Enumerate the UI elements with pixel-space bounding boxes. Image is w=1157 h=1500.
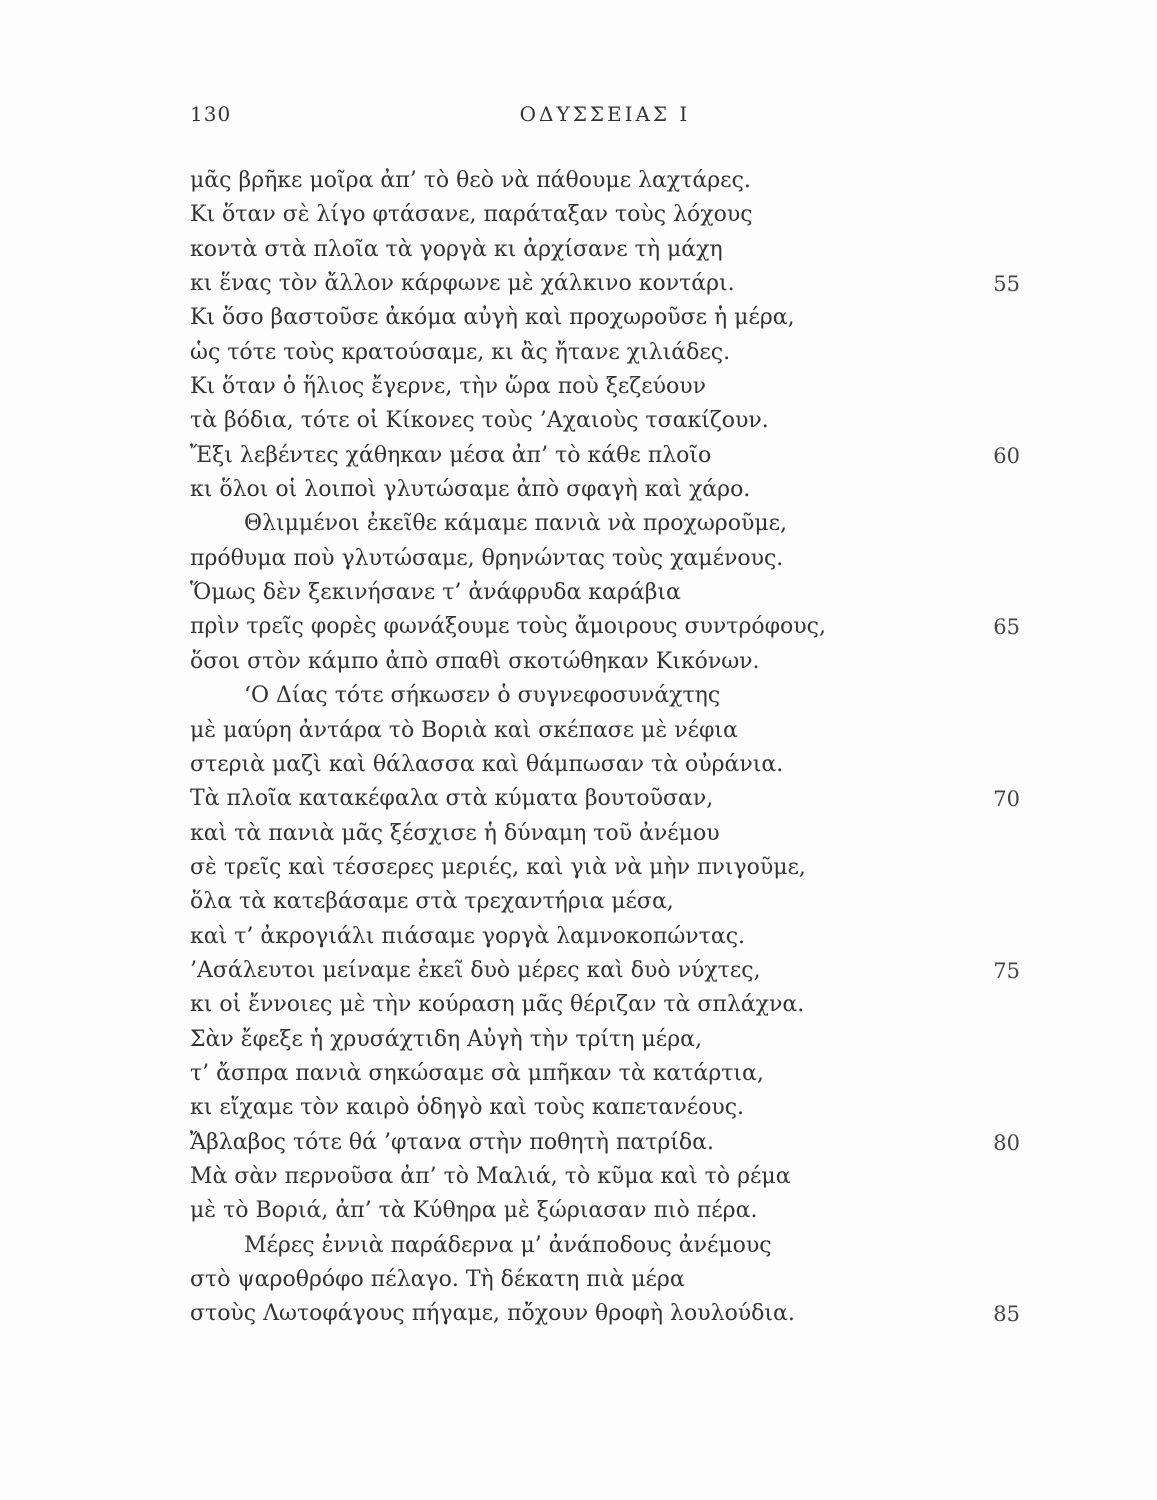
verse-text: ὅλα τὰ κατεβάσαμε στὰ τρεχαντήρια μέσα, xyxy=(190,889,674,915)
verse-line xyxy=(190,1297,1020,1331)
line-number: 60 xyxy=(993,443,1020,468)
verse-line xyxy=(190,988,1020,1022)
verse-text: μᾶς βρῆκε μοῖρα ἀπ’ τὸ θεὸ νὰ πάθουμε λαχτάρες. xyxy=(190,168,751,193)
verse-text: τὰ βόδια, τότε οἱ Κίκονες τοὺς ’Αχαιοὺς τσακίζουν. xyxy=(190,408,769,434)
verse-line xyxy=(190,679,1020,713)
verse-text: τ’ ἄσπρα πανιὰ σηκώσαμε σὰ μπῆκαν τὰ κατάρτια, xyxy=(190,1060,764,1086)
verse-line xyxy=(190,267,1020,301)
verse-line xyxy=(190,851,1020,885)
verse-text: στεριὰ μαζὶ καὶ θάλασσα καὶ θάμπωσαν τὰ οὐράνια. xyxy=(190,751,784,777)
line-number: 70 xyxy=(993,787,1020,812)
verse-line xyxy=(190,1194,1020,1228)
verse-line xyxy=(190,473,1020,507)
line-number: 65 xyxy=(993,615,1020,640)
running-title: ΟΔΥΣΣΕΙΑΣ Ι xyxy=(519,102,691,126)
verse-line xyxy=(190,336,1020,370)
verse-text: κι οἱ ἔννοιες μὲ τὴν κούραση μᾶς θέριζαν τὰ σπλάχνα. xyxy=(190,992,805,1018)
verse-text: Μὰ σὰν περνοῦσα ἀπ’ τὸ Μαλιά, τὸ κῦμα καὶ τὸ ρέμα xyxy=(190,1163,791,1189)
verse-line xyxy=(190,1126,1020,1160)
verse-line xyxy=(190,1160,1020,1194)
verse-line xyxy=(190,1263,1020,1297)
verse-text: Ὅμως δὲν ξεκινήσανε τ’ ἀνάφρυδα καράβια xyxy=(190,580,681,606)
verse-text: στοὺς Λωτοφάγους πήγαμε, πὄχουν θροφὴ λουλούδια. xyxy=(190,1301,795,1327)
verse-line xyxy=(190,1057,1020,1091)
verse-line xyxy=(190,954,1020,988)
verse-line xyxy=(190,576,1020,610)
verse-line xyxy=(190,301,1020,335)
verse-text: καὶ τ’ ἀκρογιάλι πιάσαμε γοργὰ λαμνοκοπώντας. xyxy=(190,923,746,949)
verse-text: Κι ὅταν ὁ ἥλιος ἔγερνε, τὴν ὥρα ποὺ ξεζεύουν xyxy=(190,374,707,400)
verse-text: πρὶν τρεῖς φορὲς φωνάξουμε τοὺς ἄμοιρους συντρόφους, xyxy=(190,614,826,640)
poem-text xyxy=(190,164,1020,1332)
verse-line xyxy=(190,1023,1020,1057)
verse-text: στὸ ψαροθρόφο πέλαγο. Τὴ δέκατη πιὰ μέρα xyxy=(190,1267,685,1292)
verse-text: ’Ασάλευτοι μείναμε ἐκεῖ δυὸ μέρες καὶ δυὸ νύχτες, xyxy=(190,957,761,983)
verse-text: μὲ μαύρη ἀντάρα τὸ Βοριὰ καὶ σκέπασε μὲ νέφια xyxy=(190,717,738,743)
line-number: 85 xyxy=(993,1302,1020,1327)
verse-line xyxy=(190,748,1020,782)
verse-line xyxy=(190,370,1020,404)
line-number: 55 xyxy=(993,272,1020,297)
verse-text: ὡς τότε τοὺς κρατούσαμε, κι ἂς ἤτανε χιλιάδες. xyxy=(190,339,731,365)
verse-text: σὲ τρεῖς καὶ τέσσερες μεριές, καὶ γιὰ νὰ μὴν πνιγοῦμε, xyxy=(190,854,806,880)
verse-text: κι ὅλοι οἱ λοιποὶ γλυτώσαμε ἀπὸ σφαγὴ καὶ χάρο. xyxy=(190,477,751,503)
verse-line xyxy=(190,645,1020,679)
verse-line xyxy=(190,164,1020,198)
verse-text: ‘Ο Δίας τότε σήκωσεν ὁ συγνεφοσυνάχτης xyxy=(244,683,721,709)
line-number: 75 xyxy=(993,958,1020,983)
verse-text: κοντὰ στὰ πλοῖα τὰ γοργὰ κι ἀρχίσανε τὴ μάχη xyxy=(190,236,723,262)
verse-line xyxy=(190,233,1020,267)
verse-text: Θλιμμένοι ἐκεῖθε κάμαμε πανιὰ νὰ προχωροῦμε, xyxy=(244,511,788,537)
verse-line xyxy=(190,610,1020,644)
line-number: 80 xyxy=(993,1130,1020,1155)
verse-line xyxy=(190,817,1020,851)
verse-line xyxy=(190,507,1020,541)
verse-text: Σὰν ἔφεξε ἡ χρυσάχτιδη Αὐγὴ τὴν τρίτη μέρα, xyxy=(190,1026,702,1052)
verse-text: Μέρες ἐννιὰ παράδερνα μ’ ἀνάποδους ἀνέμους xyxy=(244,1232,772,1258)
verse-text: κι εἴχαμε τὸν καιρὸ ὁδηγὸ καὶ τοὺς καπετανέους. xyxy=(190,1095,745,1121)
verse-text: κι ἕνας τὸν ἄλλον κάρφωνε μὲ χάλκινο κοντάρι. xyxy=(190,271,735,297)
verse-text: καὶ τὰ πανιὰ μᾶς ξέσχισε ἡ δύναμη τοῦ ἀνέμου xyxy=(190,820,720,846)
verse-text: Τὰ πλοῖα κατακέφαλα στὰ κύματα βουτοῦσαν, xyxy=(190,786,714,812)
verse-line xyxy=(190,714,1020,748)
verse-line xyxy=(190,198,1020,232)
page-header xyxy=(190,102,1020,132)
verse-line xyxy=(190,542,1020,576)
verse-text: Ἔξι λεβέντες χάθηκαν μέσα ἀπ’ τὸ κάθε πλοῖο xyxy=(190,442,712,468)
verse-line xyxy=(190,404,1020,438)
page-number: 130 xyxy=(190,102,232,126)
verse-text: Ἄβλαβος τότε θά ’φτανα στὴν ποθητὴ πατρίδα. xyxy=(190,1129,715,1155)
verse-text: Κι ὅταν σὲ λίγο φτάσανε, παράταξαν τοὺς λόχους xyxy=(190,202,753,228)
verse-line xyxy=(190,439,1020,473)
verse-line xyxy=(190,1229,1020,1263)
verse-line xyxy=(190,1091,1020,1125)
verse-text: μὲ τὸ Βοριά, ἀπ’ τὰ Κύθηρα μὲ ξώριασαν πιὸ πέρα. xyxy=(190,1198,758,1224)
verse-line xyxy=(190,920,1020,954)
verse-line xyxy=(190,782,1020,816)
verse-line xyxy=(190,885,1020,919)
verse-text: Κι ὅσο βαστοῦσε ἀκόμα αὐγὴ καὶ προχωροῦσε ἡ μέρα, xyxy=(190,305,795,331)
verse-text: ὅσοι στὸν κάμπο ἀπὸ σπαθὶ σκοτώθηκαν Κικόνων. xyxy=(190,648,760,674)
verse-text: πρόθυμα ποὺ γλυτώσαμε, θρηνώντας τοὺς χαμένους. xyxy=(190,545,784,571)
